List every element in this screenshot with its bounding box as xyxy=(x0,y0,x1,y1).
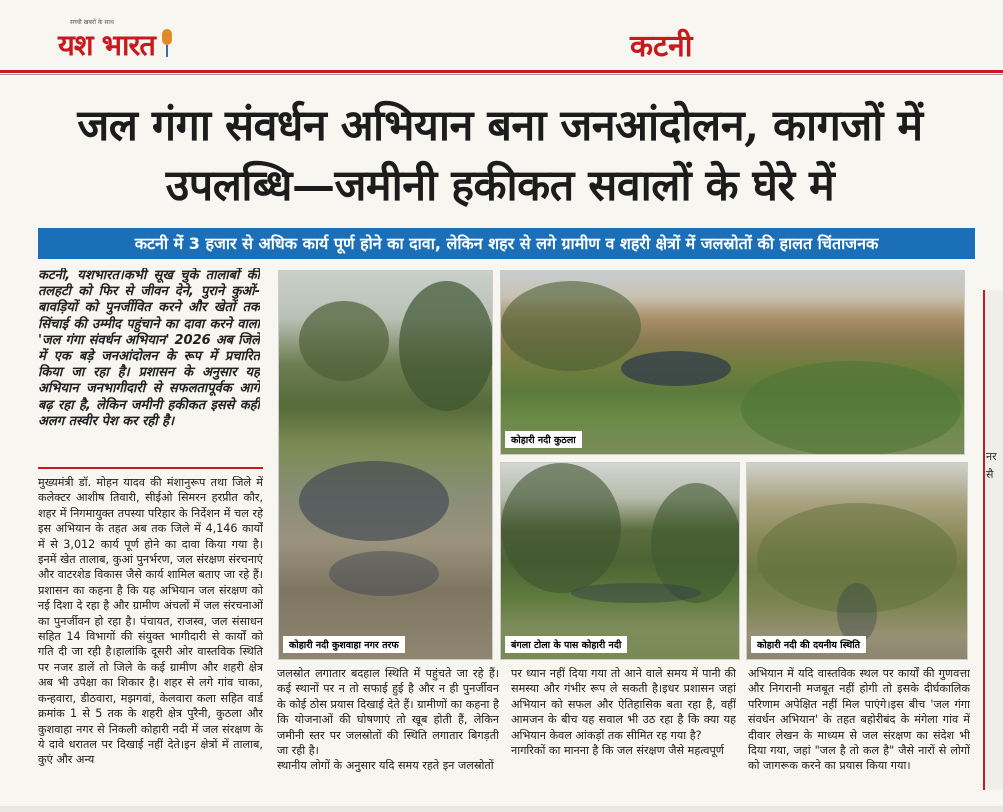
photo-kushwaha-nagar xyxy=(278,270,493,660)
article-column-2 xyxy=(277,666,499,808)
article-column-2-para: जलस्रोत लगातार बदहाल स्थिति में पहुंचते जा रहे हैं। कई स्थानों पर न तो सफाई हुई है और न ही पुनर्जीवन के कोई ठोस प्रयास दिखाई देते हैं। ग्रामीणों का कहना है कि योजनाओं की घोषणाएं तो खूब होती हैं, लेकिन जमीनी स्तर पर जलस्रोतों की स्थिति लगातार बिगड़ती जा रही है। xyxy=(277,667,499,758)
article-column-1: मुख्यमंत्री डॉ. मोहन यादव की मंशानुरूप तथा जिले में कलेक्टर आशीष तिवारी, सीईओ सिमरन हरप्रीत कौर, शहर में निगमायुक्त तपस्या परिहार के निर्देशन में चल रहे इस अभियान के तहत अब तक जिले में 4,146 कार्यों में से 3,012 कार्य पूर्ण होने का दावा किया गया है। इनमें खेत तालाब, कुआं पुनर्भरण, जल संरक्षण संरचनाएं और वाटरशेड विकास जैसे कार्य शामिल बताए जा रहे हैं।प्रशासन का कहना है कि यह अभियान जल संरक्षण को नई दिशा दे रहा है और ग्रामीण अंचलों में जल संरचनाओं का पुनर्जीवन हो रहा है। पंचायत, राजस्व, जल संसाधन सहित 14 विभागों की संयुक्त भागीदारी से कार्यों को गति दी जा रही है।हालांकि दूसरी ओर वास्तविक स्थिति पर नजर डालें तो जिले के कई ग्रामीण और शहरी क्षेत्र अब भी उपेक्षा का शिकार है। शहर से लगे गांव चाका, कन्हवारा, डीठवारा, मझगवां, केलवारा कला सहित वार्ड क्रमांक 1 से 5 तक के शहरी क्षेत्र पुरैनी, कुठला और कुशवाहा नगर से निकली कोहारी नदी में जल संरक्षण के ये दावे धरातल पर दिखाई नहीं देते।इन क्षेत्रों में तालाब, कुएं और अन्य xyxy=(38,476,263,767)
adjacent-article-text: नरसै xyxy=(986,450,997,481)
photo-kuthla xyxy=(500,270,965,455)
intro-divider xyxy=(38,467,263,469)
subheadline: कटनी में 3 हजार से अधिक कार्य पूर्ण होने का दावा, लेकिन शहर से लगे ग्रामीण व शहरी क्षेत्रों में जलस्रोतों की हालत चिंताजनक xyxy=(38,228,975,259)
photo-caption-3: बंगला टोला के पास कोहारी नदी xyxy=(505,636,627,653)
photo-caption-4: कोहारी नदी की दयनीय स्थिति xyxy=(751,636,866,653)
photo-caption-2: कोहारी नदी कुठला xyxy=(505,431,582,448)
page-bottom-strip xyxy=(0,806,1003,812)
masthead-rule-thin xyxy=(0,74,1003,75)
article-column-4: अभियान में यदि वास्तविक स्थल पर कार्यों की गुणवत्ता और निगरानी मजबूत नहीं होगी तो इसके दीर्घकालिक परिणाम अपेक्षित नहीं मिल पाएंगे।इस बीच 'जल गंगा संवर्धन अभियान' के तहत बहोरीबंद के मंगेला गांव में दीवार लेखन के माध्यम से जल संरक्षण का संदेश भी दिया गया, जहां "जल है तो कल है" जैसे नारों से लोगों को जागरूक करने का प्रयास किया गया। xyxy=(748,667,970,773)
logo-tagline: सच्ची खबरों के साथ xyxy=(70,19,114,26)
newspaper-logo xyxy=(58,22,179,66)
photo-bangla-tola xyxy=(500,462,740,660)
article-column-3 xyxy=(511,666,736,808)
article-column-3-para-b: नागरिकों का मानना है कि जल संरक्षण जैसे महत्वपूर्ण xyxy=(511,744,724,758)
logo-text: यश भारत xyxy=(58,27,155,62)
photo-dayaniya-sthiti xyxy=(746,462,968,660)
adjacent-article-edge xyxy=(983,290,1003,790)
article-column-3-para: पर ध्यान नहीं दिया गया तो आने वाले समय में पानी की समस्या और गंभीर रूप ले सकती है।इधर प्रशासन जहां अभियान को सफल और ऐतिहासिक बता रहा है, वहीं आमजन के बीच यह सवाल भी उठ रहा है कि क्या यह अभियान केवल आंकड़ों तक सीमित रह गया है? xyxy=(511,667,736,742)
masthead-rule xyxy=(0,70,1003,73)
intro-paragraph: कटनी, यशभारत।कभी सूख चुके तालाबों की तलहटी को फिर से जीवन देने, पुराने कुओं-बावड़ियों को पुनर्जीवित करने और खेतों तक सिंचाई की उम्मीद पहुंचाने का दावा करने वाला 'जल गंगा संवर्धन अभियान' 2026 अब जिले में एक बड़े जनआंदोलन के रूप में प्रचारित किया जा रहा है। प्रशासन के अनुसार यह अभियान जनभागीदारी से सफलतापूर्वक आगे बढ़ रहा है, लेकिन जमीनी हकीकत इससे कहीं अलग तस्वीर पेश कर रही है। xyxy=(38,268,260,429)
photo-caption-1: कोहारी नदी कुशवाहा नगर तरफ xyxy=(283,636,405,653)
city-edition: कटनी xyxy=(630,29,693,64)
microphone-icon xyxy=(159,29,175,59)
headline: जल गंगा संवर्धन अभियान बना जनआंदोलन, कागजों में उपलब्धि—जमीनी हकीकत सवालों के घेरे में xyxy=(77,101,923,211)
article-column-2-para-b: स्थानीय लोगों के अनुसार यदि समय रहते इन जलस्रोतों xyxy=(277,759,494,773)
